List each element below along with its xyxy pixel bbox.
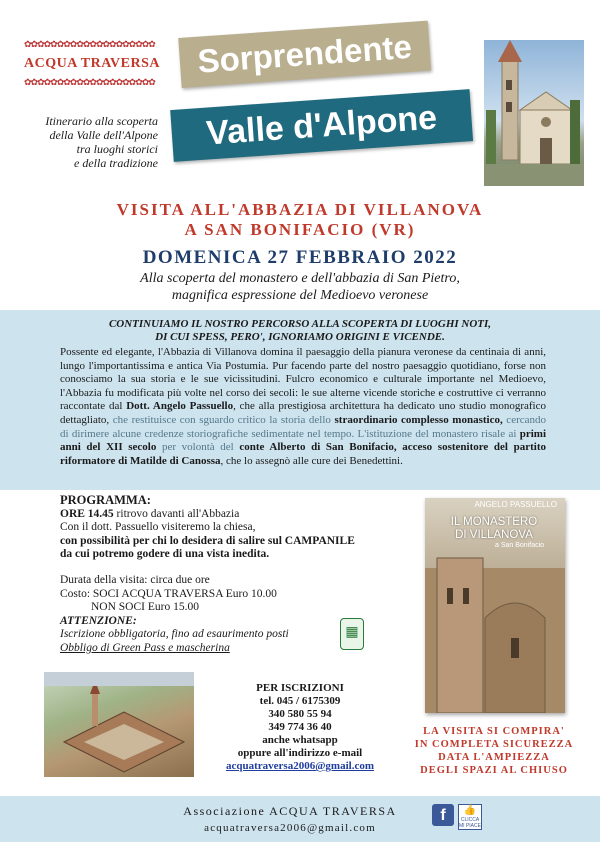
footer [0,796,600,842]
org-name: ACQUA TRAVERSA [24,56,161,71]
banner-valle-alpone: Valle d'Alpone [170,89,473,162]
event-title-line-2: A SAN BONIFACIO (VR) [184,220,416,239]
description-text: Possente ed elegante, l'Abbazia di Villanova domina il paesaggio della pianura veronese da centinaia di anni, lungo l'importantissima e antica Via Postumia. Pur facendo parte del nostro paesaggio quotidiano, forse non conosciamo la sua storia e le sue vicissitudini. Fulcro economico e culturale importante nel Medioevo, l'Abbazia fu modificata più volte nel corso dei secoli: le sue alterne vicende storiche e costruttive ci verranno raccontate dal Dott. Angelo Passuello, che alla prestigiosa architettura ha dedicato uno studio monografico dettagliato, che restituisce con sguardo critico la storia dello straordinario complesso monastico, cercando di dirimere alcune credenze storiografiche sedimentate nel tempo. L'istituzione del monastero risale ai primi anni del XII secolo per volontà del conte Alberto di San Bonifacio, acceso sostenitore del partito riformatore di Matilde di Canossa, che lo assegnò alle cure dei Benedettini. [60,346,546,467]
event-date: DOMENICA 27 FEBBRAIO 2022 [142,247,458,268]
church-illustration [484,40,584,186]
mobile-number-2[interactable]: 349 774 36 40 [268,721,332,733]
safety-note: LA VISITA SI COMPIRA' IN COMPLETA SICUREZZA DATA L'AMPIEZZA DEGLI SPAZI AL CHIUSO [414,726,574,776]
green-pass-icon: ▦ [340,618,364,650]
book-title: IL MONASTERO DI VILLANOVA [450,516,538,541]
meeting-info: ORE 14.45 ritrovo davanti all'Abbazia [60,507,240,520]
tagline: Itinerario alla scoperta della Valle dell'Alpone tra luoghi storici e della tradizione [45,114,158,170]
like-icon[interactable]: 👍 CLICCA MI PIACE [459,805,481,829]
aerial-photo [44,672,194,777]
phone-number[interactable]: tel. 045 / 6175309 [259,695,341,707]
mobile-number-1[interactable]: 340 580 55 94 [268,708,332,720]
footer-association: Associazione ACQUA TRAVERSA [183,804,397,818]
decorative-border-bottom: ✿✿✿✿✿✿✿✿✿✿✿✿✿✿✿✿✿✿✿✿ [24,78,155,86]
book-subtitle: a San Bonifacio [495,542,545,549]
registration-info: PER ISCRIZIONI tel. 045 / 6175309 340 580 55 94 349 774 36 40 anche whatsapp oppure all'indirizzo e-mail acquatraversa2006@gmail.com [200,682,400,773]
event-title-line-1: VISITA ALL'ABBAZIA DI VILLANOVA [116,200,484,219]
decorative-border-top: ✿✿✿✿✿✿✿✿✿✿✿✿✿✿✿✿✿✿✿✿ [24,40,155,48]
book-cover [425,498,565,713]
church-photo [484,40,584,186]
book-author: ANGELO PASSUELLO [474,500,557,509]
footer-email[interactable]: acquatraversa2006@gmail.com [204,822,376,834]
event-subtitle: Alla scoperta del monastero e dell'abbazia di San Pietro, magnifica espressione del Medioevo veronese [140,271,460,303]
email-link[interactable]: acquatraversa2006@gmail.com [225,760,374,772]
banner-sorprendente: Sorprendente [178,21,431,88]
program-heading: PROGRAMMA: [60,493,151,507]
facebook-icon[interactable]: f [432,804,454,826]
aerial-illustration [44,672,194,777]
program-section: PROGRAMMA: ORE 14.45 ritrovo davanti all'Abbazia Con il dott. Passuello visiteremo la chiesa, con possibilità per chi lo desidera di salire sul CAMPANILE da cui potremo godere di una vista inedita. Durata della visita: circa due ore Costo: SOCI ACQUA TRAVERSA Euro 10.00 NON SOCI Euro 15.00 ATTENZIONE: Iscrizione obbligatoria, fino ad esaurimento posti Obbligo di Green Pass e mascherina [60,494,390,656]
intro-heading: CONTINUIAMO IL NOSTRO PERCORSO ALLA SCOPERTA DI LUOGHI NOTI, DI CUI SPESS, PERO', IGNORIAMO ORIGINI E VICENDE. [108,318,492,343]
